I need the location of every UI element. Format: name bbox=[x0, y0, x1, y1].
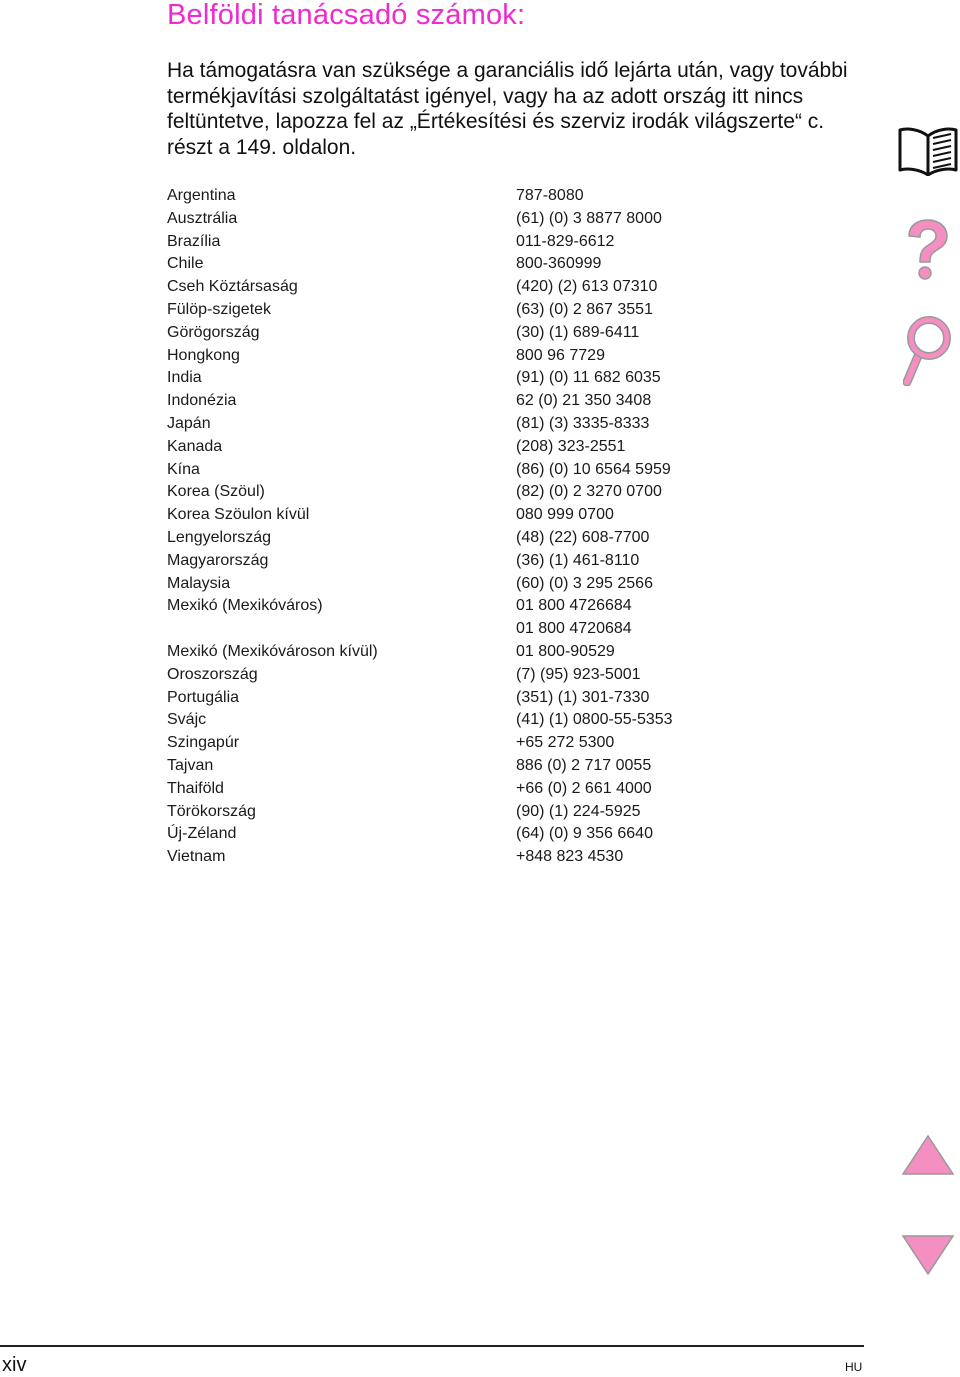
contact-row bbox=[167, 527, 727, 550]
contact-row bbox=[167, 573, 727, 596]
contact-row bbox=[167, 481, 727, 504]
contact-row bbox=[167, 823, 727, 846]
phone-number: 080 999 0700 bbox=[516, 506, 614, 524]
phone-number: (81) (3) 3335-8333 bbox=[516, 414, 650, 432]
contact-row bbox=[167, 459, 727, 482]
phone-number: (208) 323-2551 bbox=[516, 437, 626, 455]
phone-number: (7) (95) 923-5001 bbox=[516, 665, 641, 683]
country-name: Thaiföld bbox=[167, 779, 224, 797]
contact-row bbox=[167, 641, 727, 664]
phone-number: 886 (0) 2 717 0055 bbox=[516, 756, 652, 774]
contact-row bbox=[167, 504, 727, 527]
contact-row bbox=[167, 413, 727, 436]
country-name: Korea (Szöul) bbox=[167, 483, 265, 501]
country-name: Portugália bbox=[167, 688, 240, 706]
phone-number: +65 272 5300 bbox=[516, 734, 615, 752]
phone-number: 800-360999 bbox=[516, 255, 602, 273]
phone-number: (91) (0) 11 682 6035 bbox=[516, 369, 661, 387]
country-name: Mexikó (Mexikóvároson kívül) bbox=[167, 642, 378, 660]
contact-row bbox=[167, 687, 727, 710]
contact-row bbox=[167, 846, 727, 869]
contact-row bbox=[167, 778, 727, 801]
country-name: Tajvan bbox=[167, 756, 214, 774]
phone-number: (63) (0) 2 867 3551 bbox=[516, 300, 653, 318]
intro-paragraph: Ha támogatásra van szüksége a garanciális idő lejárta után, vagy további termékjavítási szolgáltatást igényel, vagy ha az adott ország itt nincs feltüntetve, lapozza fel az „Értékesítési és szerviz irodák világszerte“ c. részt a 149. oldalon. bbox=[167, 59, 848, 159]
country-name: Japán bbox=[167, 414, 211, 432]
contact-row bbox=[167, 276, 727, 299]
phone-number: (30) (1) 689-6411 bbox=[516, 323, 640, 341]
country-name: Kína bbox=[167, 460, 200, 478]
phone-number: 01 800 4726684 bbox=[516, 597, 632, 615]
page-title: Belföldi tanácsadó számok: bbox=[167, 0, 526, 31]
contact-row bbox=[167, 345, 727, 368]
page-down-icon[interactable] bbox=[901, 1234, 955, 1281]
contact-row bbox=[167, 231, 727, 254]
phone-number: (351) (1) 301-7330 bbox=[516, 688, 650, 706]
phone-number: (36) (1) 461-8110 bbox=[516, 551, 640, 569]
country-name: Vietnam bbox=[167, 848, 226, 866]
country-name: Indonézia bbox=[167, 392, 237, 410]
country-name: Kanada bbox=[167, 437, 223, 455]
phone-number: (86) (0) 10 6564 5959 bbox=[516, 460, 671, 478]
phone-number: (90) (1) 224-5925 bbox=[516, 802, 641, 820]
country-name: Ausztrália bbox=[167, 209, 238, 227]
country-name: Fülöp-szigetek bbox=[167, 300, 272, 318]
phone-number: 787-8080 bbox=[516, 187, 584, 204]
country-name: Lengyelország bbox=[167, 528, 272, 546]
country-name: Brazília bbox=[167, 232, 221, 250]
footer-divider bbox=[0, 1345, 864, 1347]
contact-row bbox=[167, 755, 727, 778]
contact-row bbox=[167, 185, 727, 208]
phone-number: 011-829-6612 bbox=[516, 232, 615, 250]
phone-number: 01 800 4720684 bbox=[516, 620, 632, 638]
contact-row bbox=[167, 732, 727, 755]
contact-row bbox=[167, 208, 727, 231]
phone-number: (61) (0) 3 8877 8000 bbox=[516, 209, 662, 227]
country-name: Szingapúr bbox=[167, 734, 240, 752]
contact-row bbox=[167, 322, 727, 345]
phone-number: +66 (0) 2 661 4000 bbox=[516, 779, 652, 797]
page-number: xiv bbox=[2, 1354, 27, 1376]
country-name: Hongkong bbox=[167, 346, 240, 364]
country-name: India bbox=[167, 369, 202, 387]
search-icon[interactable] bbox=[903, 316, 951, 391]
country-name: Chile bbox=[167, 255, 204, 273]
country-name: Argentina bbox=[167, 187, 236, 204]
country-name: Görögország bbox=[167, 323, 260, 341]
contact-row bbox=[167, 709, 727, 732]
country-name: Új-Zéland bbox=[167, 825, 237, 843]
help-icon[interactable] bbox=[903, 218, 951, 287]
phone-number: (48) (22) 608-7700 bbox=[516, 528, 650, 546]
phone-number: (41) (1) 0800-55-5353 bbox=[516, 711, 673, 729]
contact-row bbox=[167, 801, 727, 824]
book-icon[interactable] bbox=[897, 124, 959, 181]
contact-row bbox=[167, 595, 727, 618]
phone-number: 62 (0) 21 350 3408 bbox=[516, 392, 652, 410]
country-name: Svájc bbox=[167, 711, 207, 729]
contact-list bbox=[167, 185, 727, 869]
phone-number: 800 96 7729 bbox=[516, 346, 605, 364]
country-name: Cseh Köztársaság bbox=[167, 278, 298, 296]
phone-number: (60) (0) 3 295 2566 bbox=[516, 574, 653, 592]
country-name: Malaysia bbox=[167, 574, 231, 592]
contact-row bbox=[167, 550, 727, 573]
contact-row bbox=[167, 367, 727, 390]
contact-row bbox=[167, 436, 727, 459]
contact-row bbox=[167, 618, 727, 641]
contact-row bbox=[167, 664, 727, 687]
country-name: Mexikó (Mexikóváros) bbox=[167, 597, 323, 615]
contact-row bbox=[167, 390, 727, 413]
phone-number: (82) (0) 2 3270 0700 bbox=[516, 483, 662, 501]
country-name bbox=[167, 618, 516, 641]
phone-number: +848 823 4530 bbox=[516, 848, 624, 866]
language-code: HU bbox=[845, 1360, 863, 1374]
contact-row bbox=[167, 299, 727, 322]
page-up-icon[interactable] bbox=[901, 1134, 955, 1181]
phone-number: (420) (2) 613 07310 bbox=[516, 278, 658, 296]
country-name: Magyarország bbox=[167, 551, 269, 569]
contact-row bbox=[167, 253, 727, 276]
country-name: Oroszország bbox=[167, 665, 258, 683]
country-name: Törökország bbox=[167, 802, 256, 820]
phone-number: 01 800-90529 bbox=[516, 642, 615, 660]
phone-number: (64) (0) 9 356 6640 bbox=[516, 825, 653, 843]
country-name: Korea Szöulon kívül bbox=[167, 506, 310, 524]
